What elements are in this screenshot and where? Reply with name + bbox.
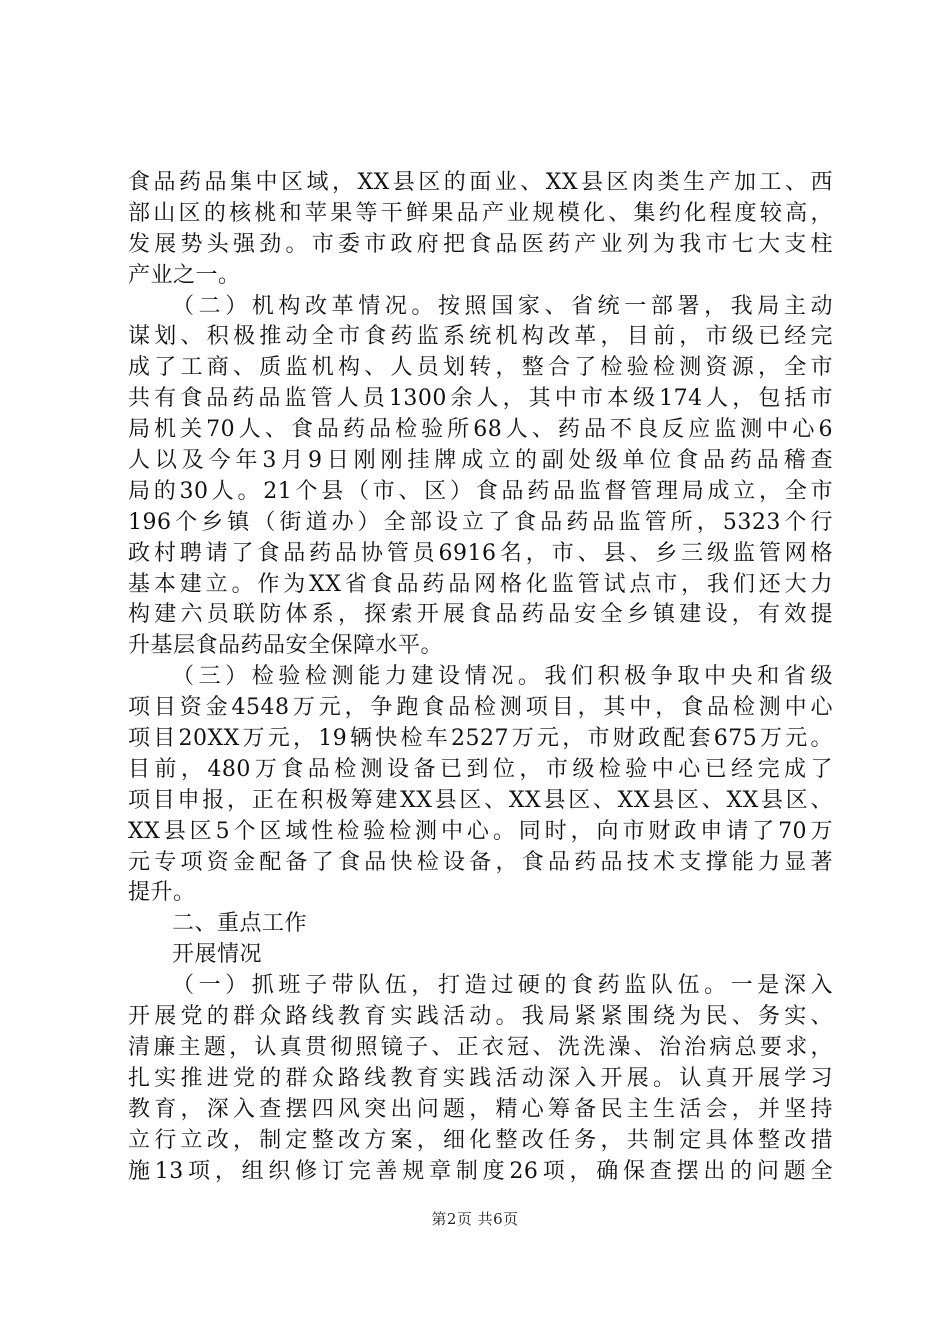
chapter-heading-continued: 开展情况 xyxy=(172,942,263,968)
section-heading-line: （三）检验检测能力建设情况。我们积极争取中央和省级 xyxy=(172,664,833,690)
text-line: 项目资金4548万元，争跑食品检测项目，其中，食品检测中心 xyxy=(128,695,833,721)
text-line: 人以及今年3月9日刚刚挂牌成立的副处级单位食品药品稽查 xyxy=(128,448,833,474)
text-line: 立行立改，制定整改方案，细化整改任务，共制定具体整改措 xyxy=(128,1127,833,1153)
section-heading-line: （二）机构改革情况。按照国家、省统一部署，我局主动 xyxy=(172,293,833,319)
document-body xyxy=(128,168,833,1187)
section-heading-line: （一）抓班子带队伍，打造过硬的食药监队伍。一是深入 xyxy=(172,973,833,999)
text-line: 项目申报，正在积极筹建XX县区、XX县区、XX县区、XX县区、 xyxy=(128,787,833,813)
text-line: 基本建立。作为XX省食品药品网格化监管试点市，我们还大力 xyxy=(128,571,833,597)
text-line: 升基层食品药品安全保障水平。 xyxy=(128,633,444,659)
text-line: 教育，深入查摆四风突出问题，精心筹备民主生活会，并坚持 xyxy=(128,1096,833,1122)
text-line: 开展党的群众路线教育实践活动。我局紧紧围绕为民、务实、 xyxy=(128,1004,833,1030)
text-line: 共有食品药品监管人员1300余人，其中市本级174人，包括市 xyxy=(128,386,833,412)
text-line: 扎实推进党的群众路线教育实践活动深入开展。认真开展学习 xyxy=(128,1065,833,1091)
text-line: XX县区5个区域性检验检测中心。同时，向市财政申请了70万 xyxy=(128,818,833,844)
text-line: 成了工商、质监机构、人员划转，整合了检验检测资源，全市 xyxy=(128,355,833,381)
text-line: 局机关70人、食品药品检验所68人、药品不良反应监测中心6 xyxy=(128,417,833,443)
text-line: 谋划、积极推动全市食药监系统机构改革，目前，市级已经完 xyxy=(128,324,833,350)
text-line: 清廉主题，认真贯彻照镜子、正衣冠、洗洗澡、治治病总要求， xyxy=(128,1034,833,1060)
text-line: 施13项，组织修订完善规章制度26项，确保查摆出的问题全 xyxy=(128,1158,833,1184)
text-line: 部山区的核桃和苹果等干鲜果品产业规模化、集约化程度较高， xyxy=(128,200,833,226)
text-line: 项目20XX万元，19辆快检车2527万元，市财政配套675万元。 xyxy=(128,726,833,752)
text-line: 产业之一。 xyxy=(128,262,241,288)
text-line: 构建六员联防体系，探索开展食品药品安全乡镇建设，有效提 xyxy=(128,602,833,628)
text-line: 目前，480万食品检测设备已到位，市级检验中心已经完成了 xyxy=(128,756,833,782)
text-line: 元专项资金配备了食品快检设备，食品药品技术支撑能力显著 xyxy=(128,849,833,875)
page-number-footer: 第2页 共6页 xyxy=(431,1210,519,1228)
text-line: 食品药品集中区域，XX县区的面业、XX县区肉类生产加工、西 xyxy=(128,170,833,195)
chapter-heading: 二、重点工作 xyxy=(172,911,308,937)
text-line: 政村聘请了食品药品协管员6916名，市、县、乡三级监管网格 xyxy=(128,540,833,566)
text-line: 提升。 xyxy=(128,880,196,906)
text-line: 196个乡镇（街道办）全部设立了食品药品监管所，5323个行 xyxy=(128,509,833,535)
text-line: 发展势头强劲。市委市政府把食品医药产业列为我市七大支柱 xyxy=(128,231,833,257)
text-line: 局的30人。21个县（市、区）食品药品监督管理局成立，全市 xyxy=(128,478,833,504)
